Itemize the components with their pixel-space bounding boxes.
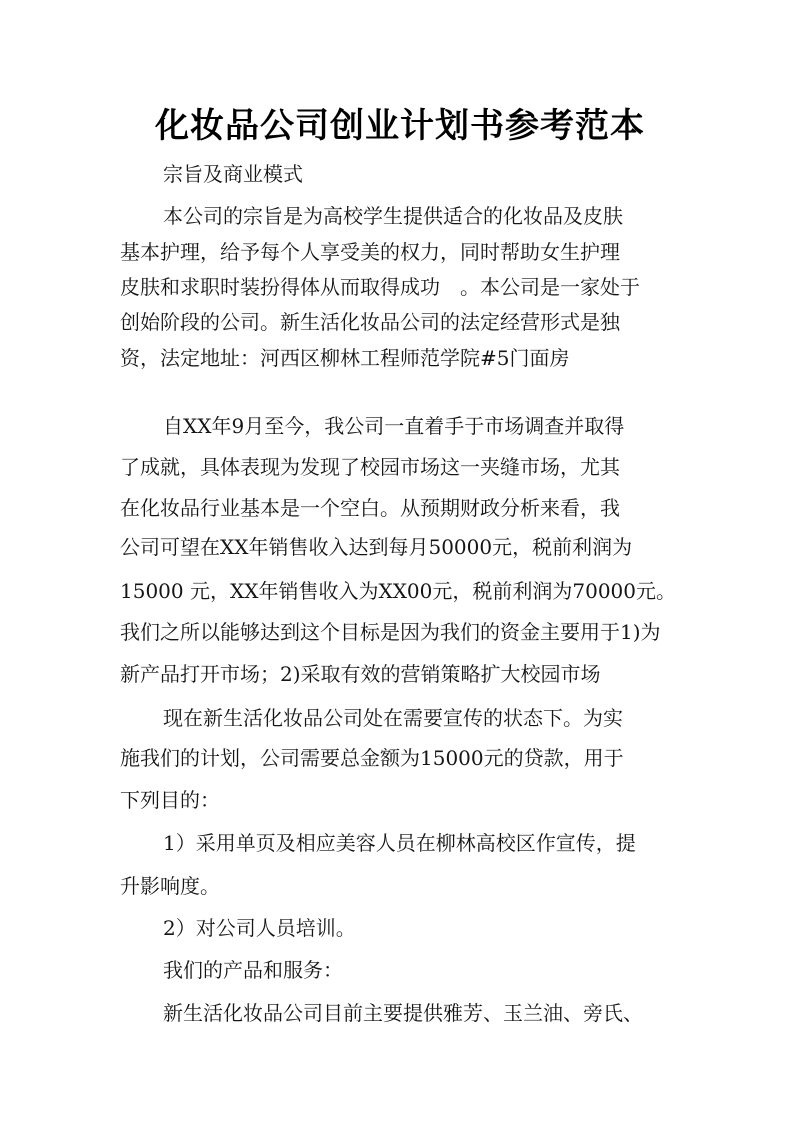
paragraph-line: 15000 元，XX年销售收入为XX00元，税前利润为70000元。 xyxy=(120,579,677,603)
paragraph-line: 新生活化妆品公司目前主要提供雅芳、玉兰油、旁氏、 xyxy=(163,1001,643,1025)
paragraph-line: 在化妆品行业基本是一个空白。从预期财政分析来看，我 xyxy=(120,496,620,520)
paragraph-line: 了成就，具体表现为发现了校园市场这一夹缝市场，尤其 xyxy=(120,455,620,479)
paragraph-line: 本公司的宗旨是为高校学生提供适合的化妆品及皮肤 xyxy=(163,204,623,228)
paragraph-line: 皮肤和求职时装扮得体从而取得成功 。本公司是一家处于 xyxy=(120,275,640,299)
paragraph-line: 自XX年9月至今，我公司一直着手于市场调查并取得 xyxy=(163,414,625,438)
paragraph-line: 1）采用单页及相应美容人员在柳林高校区作宣传，提 xyxy=(163,831,636,855)
document-title: 化妆品公司创业计划书参考范本 xyxy=(155,106,645,146)
paragraph-line: 资，法定地址：河西区柳林工程师范学院#5门面房 xyxy=(120,346,570,370)
paragraph-line: 我们的产品和服务： xyxy=(163,958,343,982)
paragraph-line: 宗旨及商业模式 xyxy=(163,162,303,186)
paragraph-line: 升影响度。 xyxy=(120,874,220,898)
paragraph-line: 2）对公司人员培训。 xyxy=(163,916,356,940)
paragraph-line: 公司可望在XX年销售收入达到每月50000元，税前利润为 xyxy=(120,535,633,559)
paragraph-line: 施我们的计划，公司需要总金额为15000元的贷款，用于 xyxy=(120,746,624,770)
paragraph-line: 现在新生活化妆品公司处在需要宣传的状态下。为实 xyxy=(163,706,623,730)
paragraph-line: 我们之所以能够达到这个目标是因为我们的资金主要用于1)为 xyxy=(120,620,661,644)
paragraph-line: 新产品打开市场；2)采取有效的营销策略扩大校园市场 xyxy=(120,662,601,686)
paragraph-line: 基本护理，给予每个人享受美的权力，同时帮助女生护理 xyxy=(120,240,620,264)
paragraph-line: 下列目的： xyxy=(120,788,220,812)
paragraph-line: 创始阶段的公司。新生活化妆品公司的法定经营形式是独 xyxy=(120,310,620,334)
